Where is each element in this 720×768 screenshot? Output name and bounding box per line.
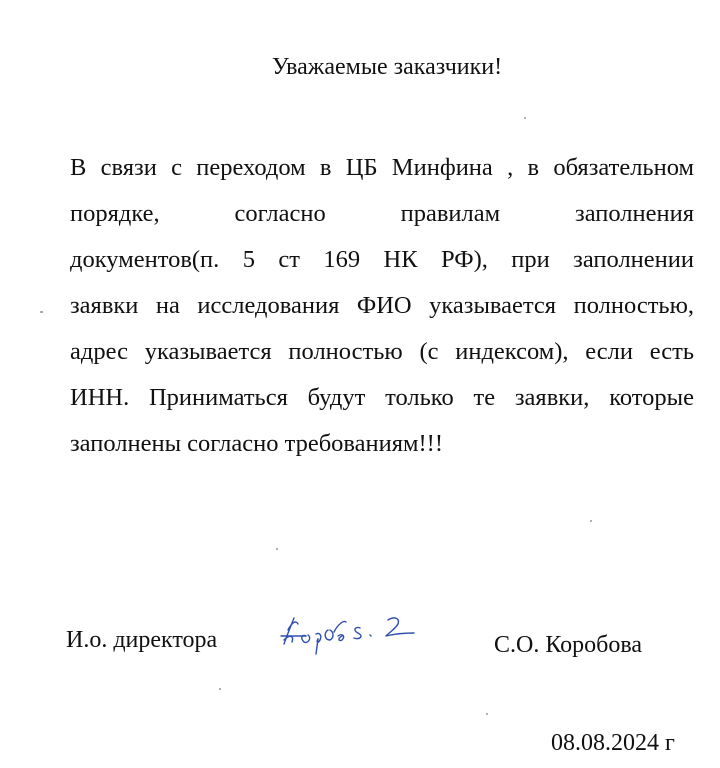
body-line: адрес указывается полностью (с индексом), если есть bbox=[70, 338, 694, 365]
scan-speck bbox=[276, 548, 278, 550]
signatory-role: И.о. директора bbox=[66, 627, 218, 653]
letter-date: 08.08.2024 г bbox=[551, 730, 675, 756]
scan-speck bbox=[219, 688, 221, 690]
letter-greeting: Уважаемые заказчики! bbox=[271, 54, 503, 80]
body-line: документов(п. 5 ст 169 НК РФ), при заполнении bbox=[70, 246, 694, 273]
scan-speck bbox=[590, 520, 592, 522]
scan-speck bbox=[524, 117, 526, 119]
scan-speck bbox=[486, 713, 488, 715]
handwritten-signature bbox=[276, 606, 426, 656]
body-line: В связи с переходом в ЦБ Минфина , в обязательном bbox=[70, 154, 694, 181]
body-line: заполнены согласно требованиям!!! bbox=[70, 430, 444, 457]
body-line: порядке, согласно правилам заполнения bbox=[70, 200, 694, 227]
scan-speck bbox=[40, 311, 43, 313]
body-line: заявки на исследования ФИО указывается полностью, bbox=[70, 292, 694, 319]
body-line: ИНН. Приниматься будут только те заявки, которые bbox=[70, 384, 694, 411]
letter-body bbox=[70, 145, 694, 467]
signatory-name: С.О. Коробова bbox=[494, 632, 643, 658]
